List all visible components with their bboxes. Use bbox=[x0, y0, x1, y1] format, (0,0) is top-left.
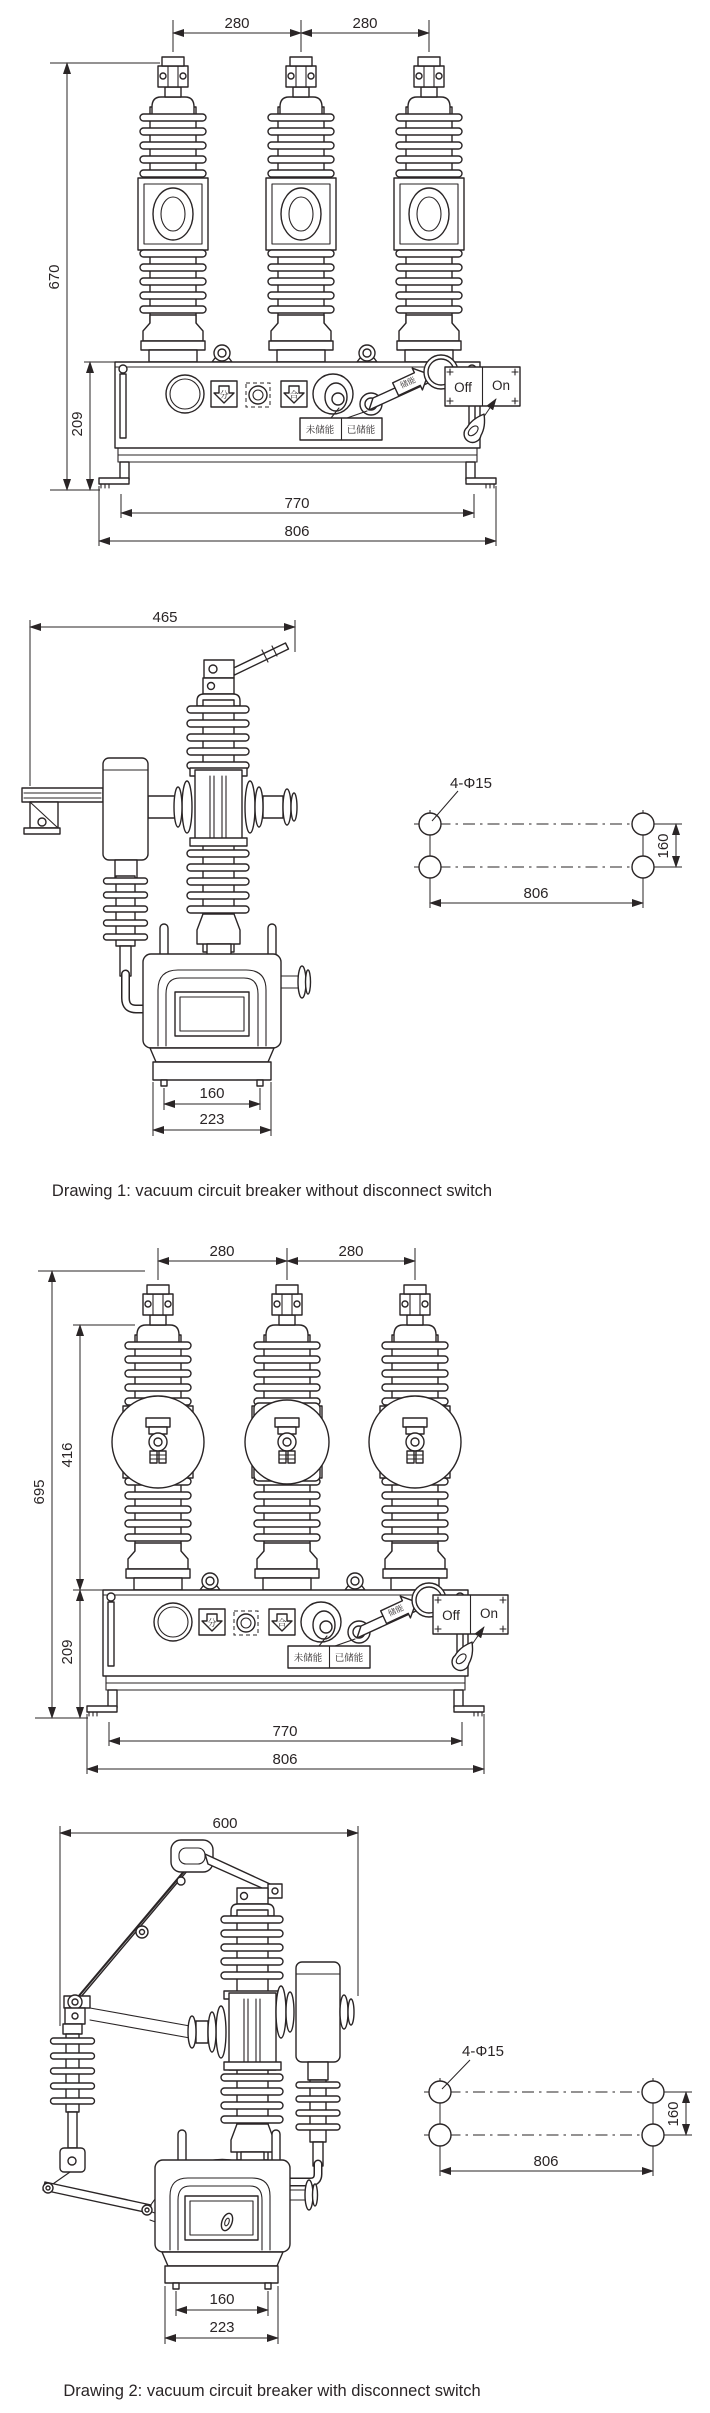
open-sign-label: 分 bbox=[207, 1618, 217, 1628]
hole-dim-vertical: 160 bbox=[655, 833, 672, 859]
dim-overall-width: 806 bbox=[272, 1751, 298, 1768]
hole-callout: 4-Φ15 bbox=[450, 775, 492, 792]
charged-label: 已储能 bbox=[346, 425, 376, 436]
dim-total-height: 670 bbox=[46, 264, 63, 290]
dim-base-depth: 223 bbox=[209, 2319, 235, 2336]
hole-dim-horizontal: 806 bbox=[533, 2153, 559, 2170]
dim-base-height: 209 bbox=[69, 411, 86, 437]
open-sign-label: 分 bbox=[219, 390, 229, 400]
close-sign-label: 合 bbox=[289, 390, 299, 400]
dim-mount-width: 770 bbox=[284, 495, 310, 512]
dim-total-height: 695 bbox=[31, 1479, 48, 1505]
dim-base-depth: 223 bbox=[199, 1111, 225, 1128]
side-arm bbox=[22, 788, 103, 802]
close-sign-label: 合 bbox=[277, 1618, 287, 1628]
off-label: Off bbox=[442, 1608, 460, 1623]
dim-pole-spacing-left: 280 bbox=[209, 1243, 235, 1260]
dim-pole-spacing-right: 280 bbox=[338, 1243, 364, 1260]
sensor-box bbox=[296, 1962, 340, 2062]
charge-lever-label: 储能 bbox=[386, 1603, 406, 1619]
uncharged-label: 未储能 bbox=[305, 425, 335, 436]
dim-depth: 465 bbox=[152, 609, 178, 626]
dim-base-height: 209 bbox=[59, 1639, 76, 1665]
charge-lever-label: 储能 bbox=[398, 375, 418, 391]
off-label: Off bbox=[454, 380, 472, 395]
uncharged-label: 未储能 bbox=[293, 1653, 323, 1664]
dim-mount-foot: 160 bbox=[199, 1085, 225, 1102]
charged-label: 已储能 bbox=[334, 1653, 364, 1664]
dim-pole-spacing-left: 280 bbox=[224, 15, 250, 32]
drawing2-caption: Drawing 2: vacuum circuit breaker with disconnect switch bbox=[63, 2382, 481, 2400]
dim-depth: 600 bbox=[212, 1815, 238, 1832]
hole-dim-vertical: 160 bbox=[665, 2101, 682, 2127]
on-label: On bbox=[479, 1606, 499, 1621]
dim-overall-width: 806 bbox=[284, 523, 310, 540]
sensor-box bbox=[103, 758, 148, 860]
hole-callout: 4-Φ15 bbox=[462, 2043, 504, 2060]
on-label: On bbox=[491, 378, 511, 393]
dim-pole-height: 416 bbox=[59, 1442, 76, 1468]
hole-dim-horizontal: 806 bbox=[523, 885, 549, 902]
dim-mount-foot: 160 bbox=[209, 2291, 235, 2308]
dim-pole-spacing-right: 280 bbox=[352, 15, 378, 32]
dim-mount-width: 770 bbox=[272, 1723, 298, 1740]
drawing1-caption: Drawing 1: vacuum circuit breaker without disconnect switch bbox=[51, 1182, 493, 1200]
